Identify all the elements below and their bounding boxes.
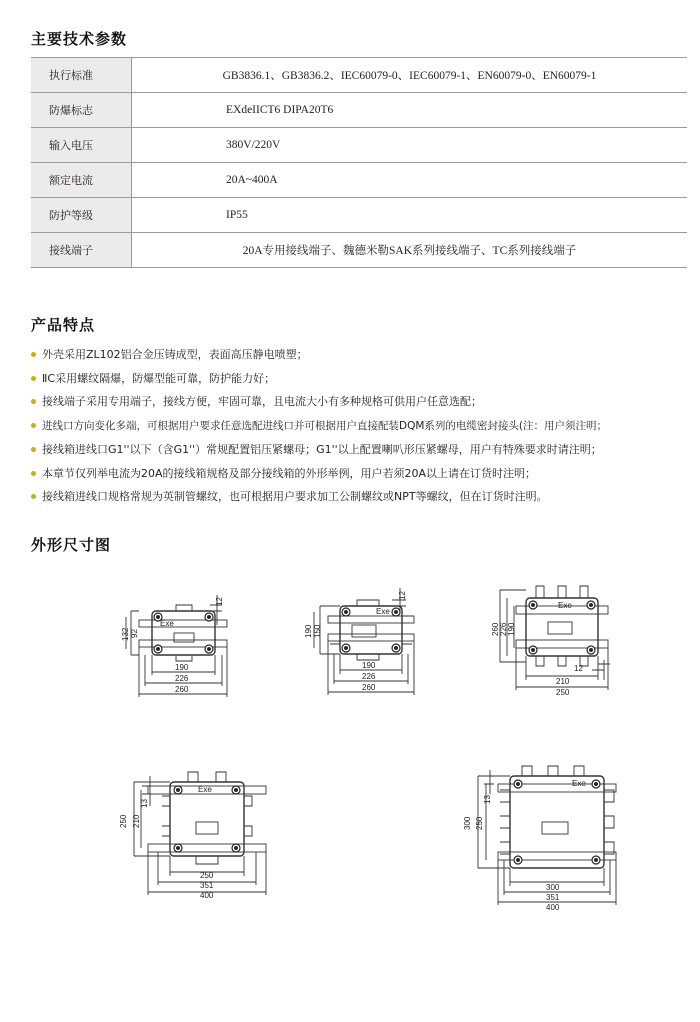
dim-label: 13 xyxy=(140,799,149,808)
dim-label: 260 xyxy=(491,622,500,636)
bullet-icon xyxy=(31,494,36,499)
dim-label: 226 xyxy=(362,672,376,681)
dim-label: 250 xyxy=(119,814,128,828)
feature-text: 接线箱进线口G1''以下（含G1''）常规配置铝压紧螺母；G1''以上配置喇叭形压紧螺母，用户有特殊要求时请注明； xyxy=(42,443,602,456)
feature-text: 进线口方向变化多端，可根据用户要求任意选配进线口并可根据用户直接配装DQM系列的电缆密封接头(注：用户须注明； xyxy=(42,419,608,432)
bullet-icon xyxy=(31,399,36,404)
table-row xyxy=(31,58,687,93)
dim-label: 190 xyxy=(507,622,516,636)
list-item xyxy=(31,485,700,509)
dim-label: 300 xyxy=(463,816,472,830)
screw-icon xyxy=(587,601,595,609)
specs-table xyxy=(31,57,687,268)
list-item xyxy=(31,390,700,414)
features-list xyxy=(31,343,700,509)
dim-label: 260 xyxy=(175,685,189,694)
list-item xyxy=(31,343,700,367)
list-item xyxy=(31,462,700,486)
spec-value: GB3836.1、GB3836.2、IEC60079-0、IEC60079-1、EN60079-0、EN60079-1 xyxy=(132,58,688,93)
screw-icon xyxy=(514,856,522,864)
screw-icon xyxy=(592,780,600,788)
specs-section-title: 主要技术参数 xyxy=(31,30,128,48)
dim-label: 400 xyxy=(200,891,214,900)
bullet-icon xyxy=(31,352,36,357)
dim-label: 260 xyxy=(362,683,376,692)
table-row xyxy=(31,128,687,163)
screw-icon xyxy=(205,613,213,621)
dim-label: 250 xyxy=(475,816,484,830)
drawings-section-title: 外形尺寸图 xyxy=(31,536,112,554)
dim-label: 226 xyxy=(499,622,508,636)
dim-label: 226 xyxy=(175,674,189,683)
feature-text: ⅡC采用螺纹隔爆，防爆型能可靠，防护能力好； xyxy=(42,371,276,385)
screw-icon xyxy=(592,856,600,864)
screw-icon xyxy=(587,646,595,654)
feature-text: 外壳采用ZL102铝合金压铸成型，表面高压静电喷塑； xyxy=(42,348,308,361)
dim-label: 12 xyxy=(215,597,224,606)
screw-icon xyxy=(154,645,162,653)
spec-value: 20A专用接线端子、魏德米勒SAK系列接线端子、TC系列接线端子 xyxy=(132,233,688,268)
dim-label: 351 xyxy=(200,881,214,890)
list-item xyxy=(31,414,700,439)
dim-label: 190 xyxy=(175,663,189,672)
dim-label: 12 xyxy=(398,591,407,600)
dim-label: 92 xyxy=(130,629,139,638)
dim-label: 300 xyxy=(546,883,560,892)
dim-label: 400 xyxy=(546,903,560,912)
dim-label: 210 xyxy=(132,814,141,828)
screw-icon xyxy=(529,601,537,609)
list-item xyxy=(31,367,700,391)
dim-label: 12 xyxy=(574,664,583,673)
screw-icon xyxy=(174,786,182,794)
dim-label: 250 xyxy=(200,871,214,880)
dimension-drawings xyxy=(0,560,700,920)
dim-label: 190 xyxy=(304,624,313,638)
screw-icon xyxy=(232,786,240,794)
spec-key: 执行标准 xyxy=(31,58,132,93)
dim-label: 210 xyxy=(556,677,570,686)
screw-icon xyxy=(514,780,522,788)
feature-text: 接线端子采用专用端子，接线方便，牢固可靠，且电流大小有多种规格可供用户任意选配； xyxy=(42,395,482,408)
bullet-icon xyxy=(31,376,36,381)
bullet-icon xyxy=(31,471,36,476)
table-row xyxy=(31,93,687,128)
spec-key: 额定电流 xyxy=(31,163,132,198)
feature-text: 本章节仅列举电流为20A的接线箱规格及部分接线箱的外形举例，用户若须20A以上请在订货时注明； xyxy=(42,466,537,480)
screw-icon xyxy=(205,645,213,653)
dim-label: 150 xyxy=(313,624,322,638)
spec-key: 输入电压 xyxy=(31,128,132,163)
spec-value: 20A~400A xyxy=(132,163,688,198)
spec-value: IP55 xyxy=(132,198,688,233)
spec-value: 380V/220V xyxy=(132,128,688,163)
bullet-icon xyxy=(31,447,36,452)
dim-label: 13 xyxy=(483,795,492,804)
screw-icon xyxy=(342,608,350,616)
spec-key: 防爆标志 xyxy=(31,93,132,128)
spec-value: EXdeIICT6 DIPA20T6 xyxy=(132,93,688,128)
dim-label: 250 xyxy=(556,688,570,697)
box-label: Exe xyxy=(558,601,572,610)
dim-label: 190 xyxy=(362,661,376,670)
screw-icon xyxy=(174,844,182,852)
table-row xyxy=(31,198,687,233)
list-item xyxy=(31,438,700,462)
screw-icon xyxy=(392,608,400,616)
box-label: Exe xyxy=(376,607,390,616)
screw-icon xyxy=(342,644,350,652)
bullet-icon xyxy=(31,423,36,428)
screw-icon xyxy=(232,844,240,852)
feature-text: 接线箱进线口规格常规为英制管螺纹，也可根据用户要求加工公制螺纹或NPT等螺纹，但在订货时注明。 xyxy=(42,490,548,503)
screw-icon xyxy=(392,644,400,652)
box-label: Exe xyxy=(160,619,174,628)
spec-key: 防护等级 xyxy=(31,198,132,233)
box-label: Exe xyxy=(572,779,586,788)
features-section-title: 产品特点 xyxy=(31,316,96,334)
screw-icon xyxy=(529,646,537,654)
dim-label: 132 xyxy=(121,627,130,641)
spec-key: 接线端子 xyxy=(31,233,132,268)
table-row xyxy=(31,233,687,268)
table-row xyxy=(31,163,687,198)
box-label: Exe xyxy=(198,785,212,794)
dim-label: 351 xyxy=(546,893,560,902)
